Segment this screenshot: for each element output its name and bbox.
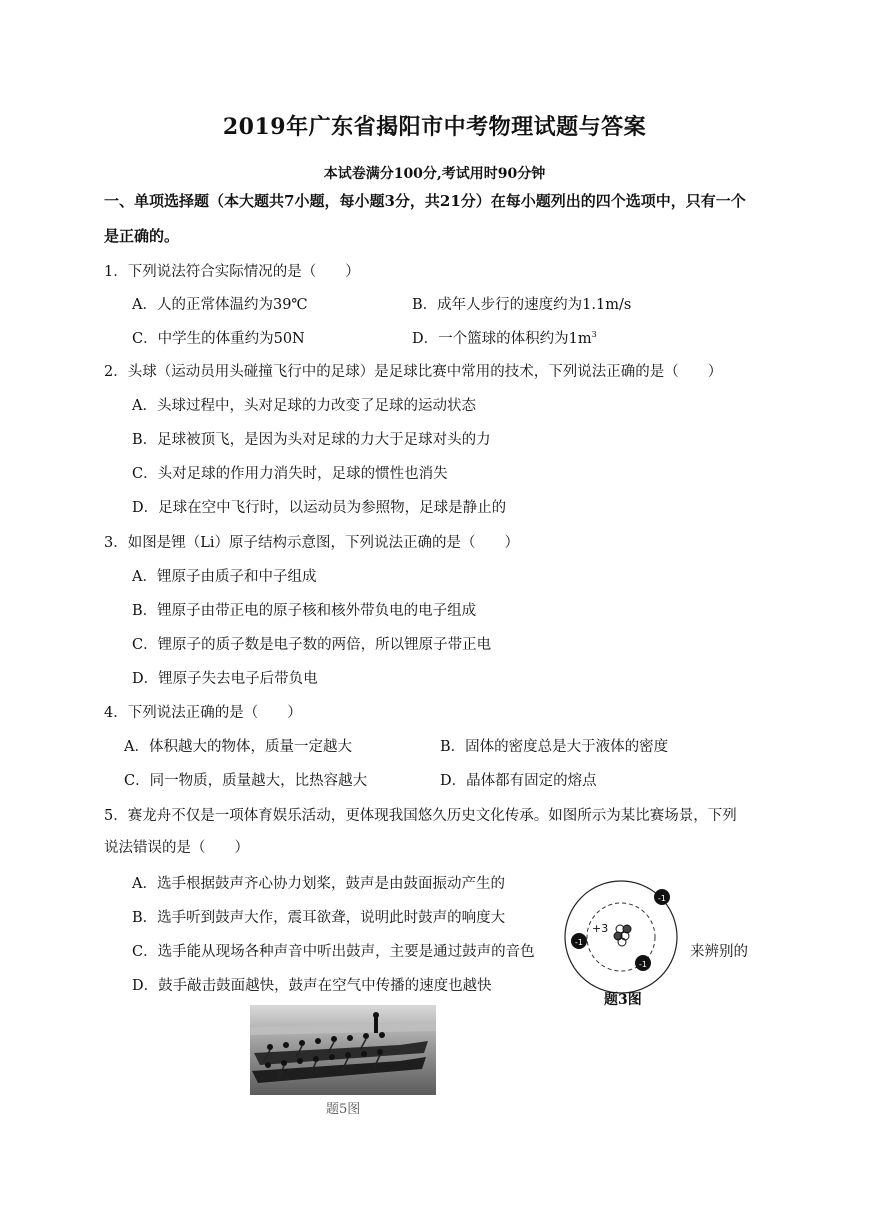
question-2-option-c: C．头对足球的作用力消失时，足球的惯性也消失: [132, 466, 448, 482]
question-2-option-a: A．头球过程中，头对足球的力改变了足球的运动状态: [132, 398, 476, 414]
electron-inner-right: [635, 955, 651, 971]
question-5-option-d: D．鼓手敲击鼓面越快，鼓声在空气中传播的速度也越快: [132, 978, 492, 994]
question-1-option-a: A．人的正常体温约为39℃: [132, 297, 308, 313]
question-4-option-b: B．固体的密度总是大于液体的密度: [440, 739, 669, 755]
electron-outer: [654, 889, 670, 905]
section-heading-cont: 是正确的。: [104, 227, 180, 245]
exam-info: 本试卷满分100分,考试用时90分钟: [323, 166, 546, 182]
nucleus-icon: [614, 925, 631, 946]
figure-5-caption: 题5图: [326, 1102, 361, 1117]
question-5-option-c: C．选手能从现场各种声音中听出鼓声，主要是通过鼓声的音色: [132, 944, 535, 960]
question-4-option-a: A．体积越大的物体，质量一定越大: [124, 739, 352, 755]
question-5-stem: 5．赛龙舟不仅是一项体育娱乐活动，更体现我国悠久历史文化传承。如图所示为某比赛场景，下列: [104, 808, 737, 824]
question-2-stem: 2．头球（运动员用头碰撞飞行中的足球）是足球比赛中常用的技术，下列说法正确的是（ ）: [104, 364, 723, 380]
question-2-option-b: B．足球被顶飞，是因为头对足球的力大于足球对头的力: [132, 432, 491, 448]
lithium-atom-diagram: [558, 880, 688, 995]
question-4-option-c: C．同一物质，质量越大，比热容越大: [124, 773, 368, 789]
page-title: 2019年广东省揭阳市中考物理试题与答案: [222, 114, 647, 140]
dragon-boat-photo: [250, 1005, 436, 1095]
question-3-option-d: D．锂原子失去电子后带负电: [132, 671, 318, 687]
question-3-option-a: A．锂原子由质子和中子组成: [132, 569, 317, 585]
electron-inner-left: [571, 933, 587, 949]
svg-text:-1: -1: [575, 938, 583, 947]
question-2-option-d: D．足球在空中飞行时，以运动员为参照物，足球是静止的: [132, 500, 507, 516]
question-1-option-c: C．中学生的体重约为50N: [132, 331, 305, 347]
nucleus-charge-label: +3: [592, 922, 609, 935]
question-5-option-c-tail: 来辨别的: [690, 944, 748, 960]
svg-text:-1: -1: [658, 894, 666, 903]
figure-3-caption: 题3图: [604, 992, 642, 1008]
question-3-option-b: B．锂原子由带正电的原子核和核外带负电的电子组成: [132, 603, 477, 619]
question-5-option-b: B．选手听到鼓声大作，震耳欲聋，说明此时鼓声的响度大: [132, 910, 506, 926]
question-5-stem-cont: 说法错误的是（ ）: [104, 840, 249, 856]
question-3-option-c: C．锂原子的质子数是电子数的两倍，所以锂原子带正电: [132, 637, 492, 653]
question-5-option-a: A．选手根据鼓声齐心协力划桨，鼓声是由鼓面振动产生的: [132, 876, 505, 892]
section-heading: 一、单项选择题（本大题共7小题，每小题3分，共21分）在每小题列出的四个选项中，只有一个: [104, 192, 746, 210]
question-1-option-b: B．成年人步行的速度约为1.1m/s: [412, 297, 632, 313]
question-1-option-d: D．一个篮球的体积约为$1m^3$: [412, 330, 597, 347]
svg-text:-1: -1: [639, 960, 647, 969]
question-3-stem: 3．如图是锂（Li）原子结构示意图，下列说法正确的是（ ）: [104, 535, 519, 551]
question-1-stem: 1．下列说法符合实际情况的是（ ）: [104, 264, 360, 280]
question-4-stem: 4．下列说法正确的是（ ）: [104, 705, 302, 721]
question-4-option-d: D．晶体都有固定的熔点: [440, 773, 597, 789]
